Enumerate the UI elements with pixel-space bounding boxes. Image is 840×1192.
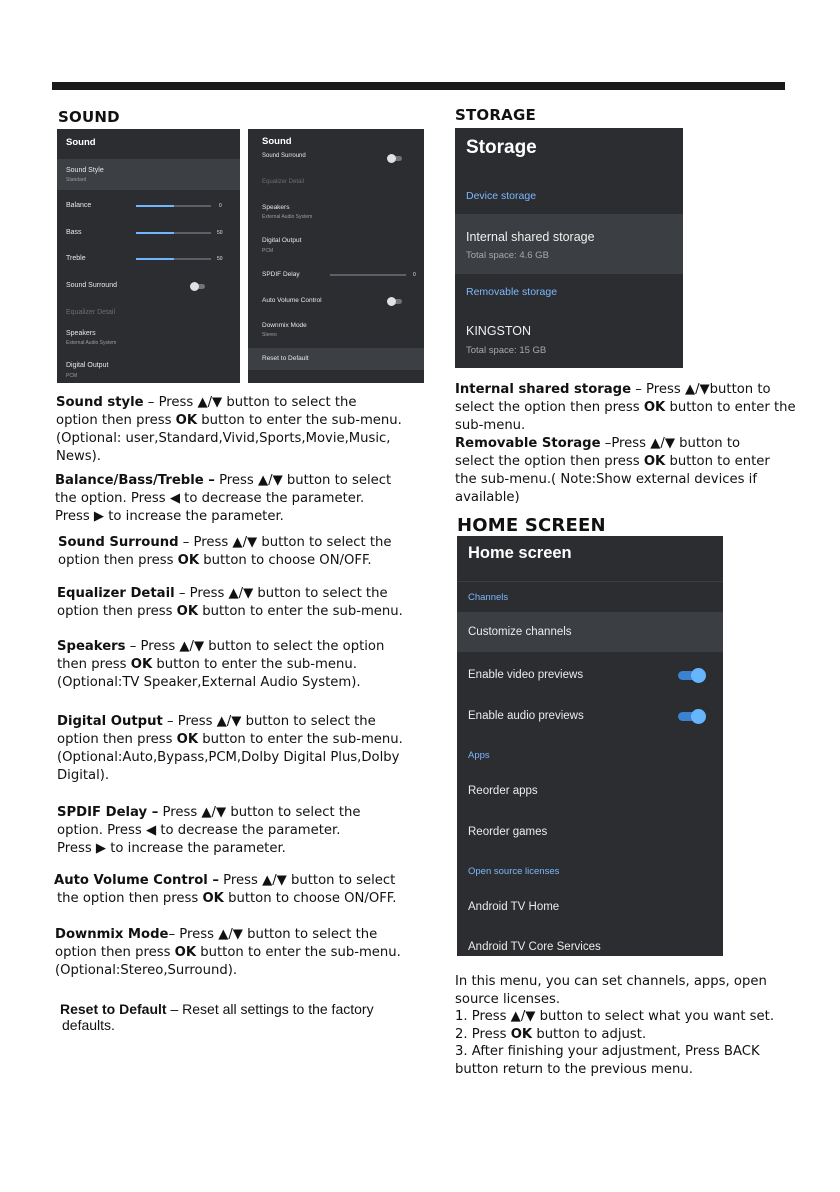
description-text: Press ▲/▼ button to select: [218, 873, 396, 888]
description-term: Digital Output: [57, 714, 163, 729]
description-line: (Optional:Stereo,Surround).: [55, 963, 238, 978]
description-text: – Reset all settings to the factory: [166, 1001, 374, 1017]
video-previews-toggle[interactable]: [678, 671, 702, 680]
description-line: [58, 534, 391, 552]
menu-item-value: PCM: [66, 373, 78, 379]
menu-item-label: Reorder apps: [468, 785, 538, 797]
description-paragraph: [455, 435, 770, 507]
description-line: [57, 804, 360, 822]
description-line: [455, 381, 796, 399]
menu-item-label: Digital Output: [262, 237, 302, 244]
menu-item-value: Stereo: [262, 332, 277, 338]
ok-key-label: OK: [176, 604, 199, 619]
description-line: option then press OK button to choose ON/OFF.: [58, 553, 372, 568]
storage-item-size: Total space: 15 GB: [466, 345, 547, 356]
description-line: Press ▶ to increase the parameter.: [55, 509, 284, 524]
auto-volume-toggle[interactable]: [388, 299, 402, 304]
description-line: the option. Press ◀ to decrease the parameter.: [55, 491, 365, 506]
description-text: – Press ▲/▼ button to select the: [178, 535, 392, 550]
menu-item-customize-channels[interactable]: [457, 612, 723, 652]
ok-key-label: OK: [177, 553, 200, 568]
menu-item-sound-style[interactable]: [57, 159, 240, 190]
description-paragraph: [55, 472, 391, 526]
menu-item-label: Equalizer Detail: [262, 179, 305, 185]
description-line: option then press OK button to enter the sub-menu.: [57, 604, 403, 619]
ok-key-label: OK: [643, 454, 666, 469]
menu-item-android-tv-core-services[interactable]: [457, 929, 723, 956]
menu-item-speakers[interactable]: [57, 326, 240, 354]
description-line: News).: [56, 449, 101, 464]
description-text: – Press ▲/▼ button to select the: [162, 714, 376, 729]
description-term: Sound Surround: [58, 535, 179, 550]
description-line: 1. Press ▲/▼ button to select what you want set.: [455, 1009, 775, 1024]
ok-key-label: OK: [174, 945, 197, 960]
menu-item-downmix-mode[interactable]: [248, 317, 424, 344]
storage-category-device: Device storage: [466, 190, 537, 202]
menu-item-label: Auto Volume Control: [262, 297, 322, 304]
description-term: Speakers: [57, 639, 126, 654]
description-paragraph: [455, 381, 796, 435]
description-text: Press ▲/▼ button to select: [214, 473, 392, 488]
menu-item-sound-surround[interactable]: [248, 151, 424, 167]
menu-item-value: External Audio System: [262, 214, 313, 220]
description-line: [56, 394, 402, 412]
sound-surround-toggle[interactable]: [388, 156, 402, 161]
description-term: SPDIF Delay –: [57, 805, 159, 820]
menu-item-label: Speakers: [262, 204, 290, 211]
menu-item-spdif-delay[interactable]: [248, 265, 424, 287]
menu-item-android-tv-home[interactable]: [457, 888, 723, 928]
menu-item-reorder-apps[interactable]: [457, 772, 723, 812]
category-open-source-licenses: Open source licenses: [468, 866, 560, 877]
menu-item-label: Enable audio previews: [468, 710, 584, 722]
description-line: [57, 713, 403, 731]
sound-panel-2: [248, 129, 424, 383]
menu-item-label: Enable video previews: [468, 669, 584, 681]
description-paragraph: [55, 926, 401, 980]
description-term: Reset to Default: [60, 1001, 167, 1017]
description-line: select the option then press OK button to enter the: [455, 400, 796, 415]
bass-slider[interactable]: [136, 232, 211, 234]
description-line: Digital).: [57, 768, 110, 783]
description-term: Auto Volume Control –: [54, 873, 219, 888]
description-line: option then press OK button to enter the sub-menu.: [56, 413, 402, 428]
description-line: In this menu, you can set channels, apps, open: [455, 974, 767, 989]
description-line: the option then press OK button to choose ON/OFF.: [57, 891, 397, 906]
description-line: [455, 435, 770, 453]
home-screen-description: [455, 973, 774, 1078]
description-paragraph: [57, 585, 403, 621]
menu-item-label: SPDIF Delay: [262, 271, 300, 278]
ok-key-label: OK: [176, 732, 199, 747]
menu-item-label: Bass: [66, 229, 82, 236]
audio-previews-toggle[interactable]: [678, 712, 702, 721]
description-line: [55, 472, 391, 490]
description-text: – Press ▲/▼ button to select the option: [125, 639, 385, 654]
menu-item-value: Standard: [66, 177, 87, 183]
description-line: [57, 585, 403, 603]
sound-panel-title: Sound: [262, 136, 292, 147]
menu-item-bass[interactable]: [57, 220, 240, 245]
description-line: available): [455, 490, 520, 505]
description-paragraph: [54, 872, 396, 908]
description-line: sub-menu.: [455, 418, 526, 433]
home-screen-heading: HOME SCREEN: [457, 515, 606, 536]
menu-item-label: Downmix Mode: [262, 322, 307, 329]
menu-item-label: Reorder games: [468, 826, 548, 838]
description-line: [60, 1001, 374, 1017]
menu-item-speakers[interactable]: [248, 199, 424, 226]
description-paragraph: [57, 638, 384, 692]
storage-item-internal[interactable]: [455, 214, 683, 274]
description-text: –Press ▲/▼ button to: [600, 436, 741, 451]
menu-item-label: Customize channels: [468, 626, 572, 638]
description-line: defaults.: [62, 1017, 115, 1033]
description-line: [57, 638, 384, 656]
bass-value: 50: [217, 230, 223, 236]
storage-panel-title: Storage: [466, 137, 537, 158]
category-channels: Channels: [468, 592, 509, 603]
menu-item-digital-output[interactable]: [57, 358, 240, 383]
description-line: select the option then press OK button to enter: [455, 454, 770, 469]
menu-item-equalizer-detail[interactable]: [57, 300, 240, 325]
menu-item-label: Android TV Home: [468, 901, 560, 913]
home-screen-panel-title: Home screen: [468, 544, 572, 562]
menu-item-enable-audio-previews[interactable]: [457, 696, 723, 736]
description-line: then press OK button to enter the sub-menu.: [57, 657, 357, 672]
description-text: – Press ▲/▼ button to select the: [174, 586, 388, 601]
description-line: 3. After finishing your adjustment, Press BACK: [455, 1044, 760, 1059]
description-line: 2. Press OK button to adjust.: [455, 1026, 647, 1042]
menu-item-label: Reset to Default: [262, 355, 309, 362]
description-line: (Optional:Auto,Bypass,PCM,Dolby Digital Plus,Dolby: [57, 750, 400, 765]
treble-value: 50: [217, 256, 223, 262]
menu-item-label: Balance: [66, 202, 92, 209]
menu-item-digital-output[interactable]: [248, 232, 424, 259]
description-term: Internal shared storage: [455, 382, 632, 397]
menu-item-equalizer-detail[interactable]: [248, 173, 424, 195]
ok-key-label: OK: [643, 400, 666, 415]
description-term: Removable Storage: [455, 436, 601, 451]
description-term: Balance/Bass/Treble –: [55, 473, 215, 488]
storage-item-label: Internal shared storage: [466, 230, 595, 244]
description-term: Downmix Mode: [55, 927, 169, 942]
description-paragraph: [56, 394, 402, 466]
menu-item-label: Equalizer Detail: [66, 309, 116, 316]
menu-item-balance[interactable]: [57, 193, 240, 218]
menu-item-label: Digital Output: [66, 362, 109, 369]
description-line: source licenses.: [455, 991, 561, 1007]
storage-item-size: Total space: 4.6 GB: [466, 250, 549, 261]
menu-item-sound-surround[interactable]: [57, 273, 240, 298]
balance-value: 0: [219, 203, 222, 209]
description-paragraph: [58, 534, 391, 570]
description-line: option. Press ◀ to decrease the parameter.: [57, 823, 341, 838]
description-term: Sound style: [56, 395, 144, 410]
menu-item-value: External Audio System: [66, 340, 117, 346]
sound-panel-1: [57, 129, 240, 383]
sound-surround-toggle[interactable]: [191, 284, 205, 289]
menu-item-enable-video-previews[interactable]: [457, 656, 723, 696]
menu-item-label: Sound Style: [66, 167, 104, 174]
menu-item-label: Sound Surround: [66, 282, 117, 289]
balance-slider[interactable]: [136, 205, 211, 207]
description-term: Equalizer Detail: [57, 586, 175, 601]
description-line: option then press OK button to enter the sub-menu.: [57, 732, 403, 747]
description-text: Press ▲/▼ button to select the: [158, 805, 361, 820]
description-paragraph: [57, 804, 360, 858]
description-paragraph: [60, 1001, 374, 1033]
storage-heading: STORAGE: [455, 106, 536, 124]
divider: [457, 581, 723, 582]
top-rule: [52, 82, 785, 90]
description-paragraph: [57, 713, 403, 785]
menu-item-reset-to-default[interactable]: [248, 348, 424, 370]
sound-panel-title: Sound: [66, 137, 96, 148]
description-text: – Press ▲/▼button to: [631, 382, 771, 397]
menu-item-label: Sound Surround: [262, 153, 306, 159]
description-line: (Optional: user,Standard,Vivid,Sports,Movie,Music,: [56, 431, 391, 446]
treble-slider[interactable]: [136, 258, 211, 260]
description-text: – Press ▲/▼ button to select the: [143, 395, 357, 410]
ok-key-label: OK: [510, 1026, 533, 1042]
spdif-delay-slider[interactable]: [330, 274, 406, 276]
ok-key-label: OK: [130, 657, 153, 672]
description-line: option then press OK button to enter the sub-menu.: [55, 945, 401, 960]
description-line: [55, 926, 401, 944]
menu-item-treble[interactable]: [57, 246, 240, 271]
description-line: the sub-menu.( Note:Show external devices if: [455, 472, 757, 487]
storage-panel: [455, 128, 683, 368]
menu-item-value: PCM: [262, 248, 274, 254]
description-line: button return to the previous menu.: [455, 1061, 693, 1077]
menu-item-auto-volume-control[interactable]: [248, 291, 424, 313]
description-line: (Optional:TV Speaker,External Audio System).: [57, 675, 361, 690]
home-screen-panel: [457, 536, 723, 956]
spdif-delay-value: 0: [413, 272, 416, 278]
sound-heading: SOUND: [58, 108, 120, 126]
menu-item-reorder-games[interactable]: [457, 813, 723, 853]
menu-item-label: Speakers: [66, 330, 96, 337]
storage-item-label: KINGSTON: [466, 324, 532, 338]
description-text: – Press ▲/▼ button to select the: [168, 927, 378, 942]
ok-key-label: OK: [202, 891, 224, 906]
storage-item-kingston[interactable]: [455, 316, 683, 366]
category-apps: Apps: [468, 750, 490, 761]
menu-item-label: Treble: [66, 255, 86, 262]
description-line: Press ▶ to increase the parameter.: [57, 841, 286, 856]
ok-key-label: OK: [175, 413, 198, 428]
description-line: [54, 872, 396, 890]
storage-category-removable: Removable storage: [466, 286, 558, 298]
menu-item-label: Android TV Core Services: [468, 941, 601, 953]
